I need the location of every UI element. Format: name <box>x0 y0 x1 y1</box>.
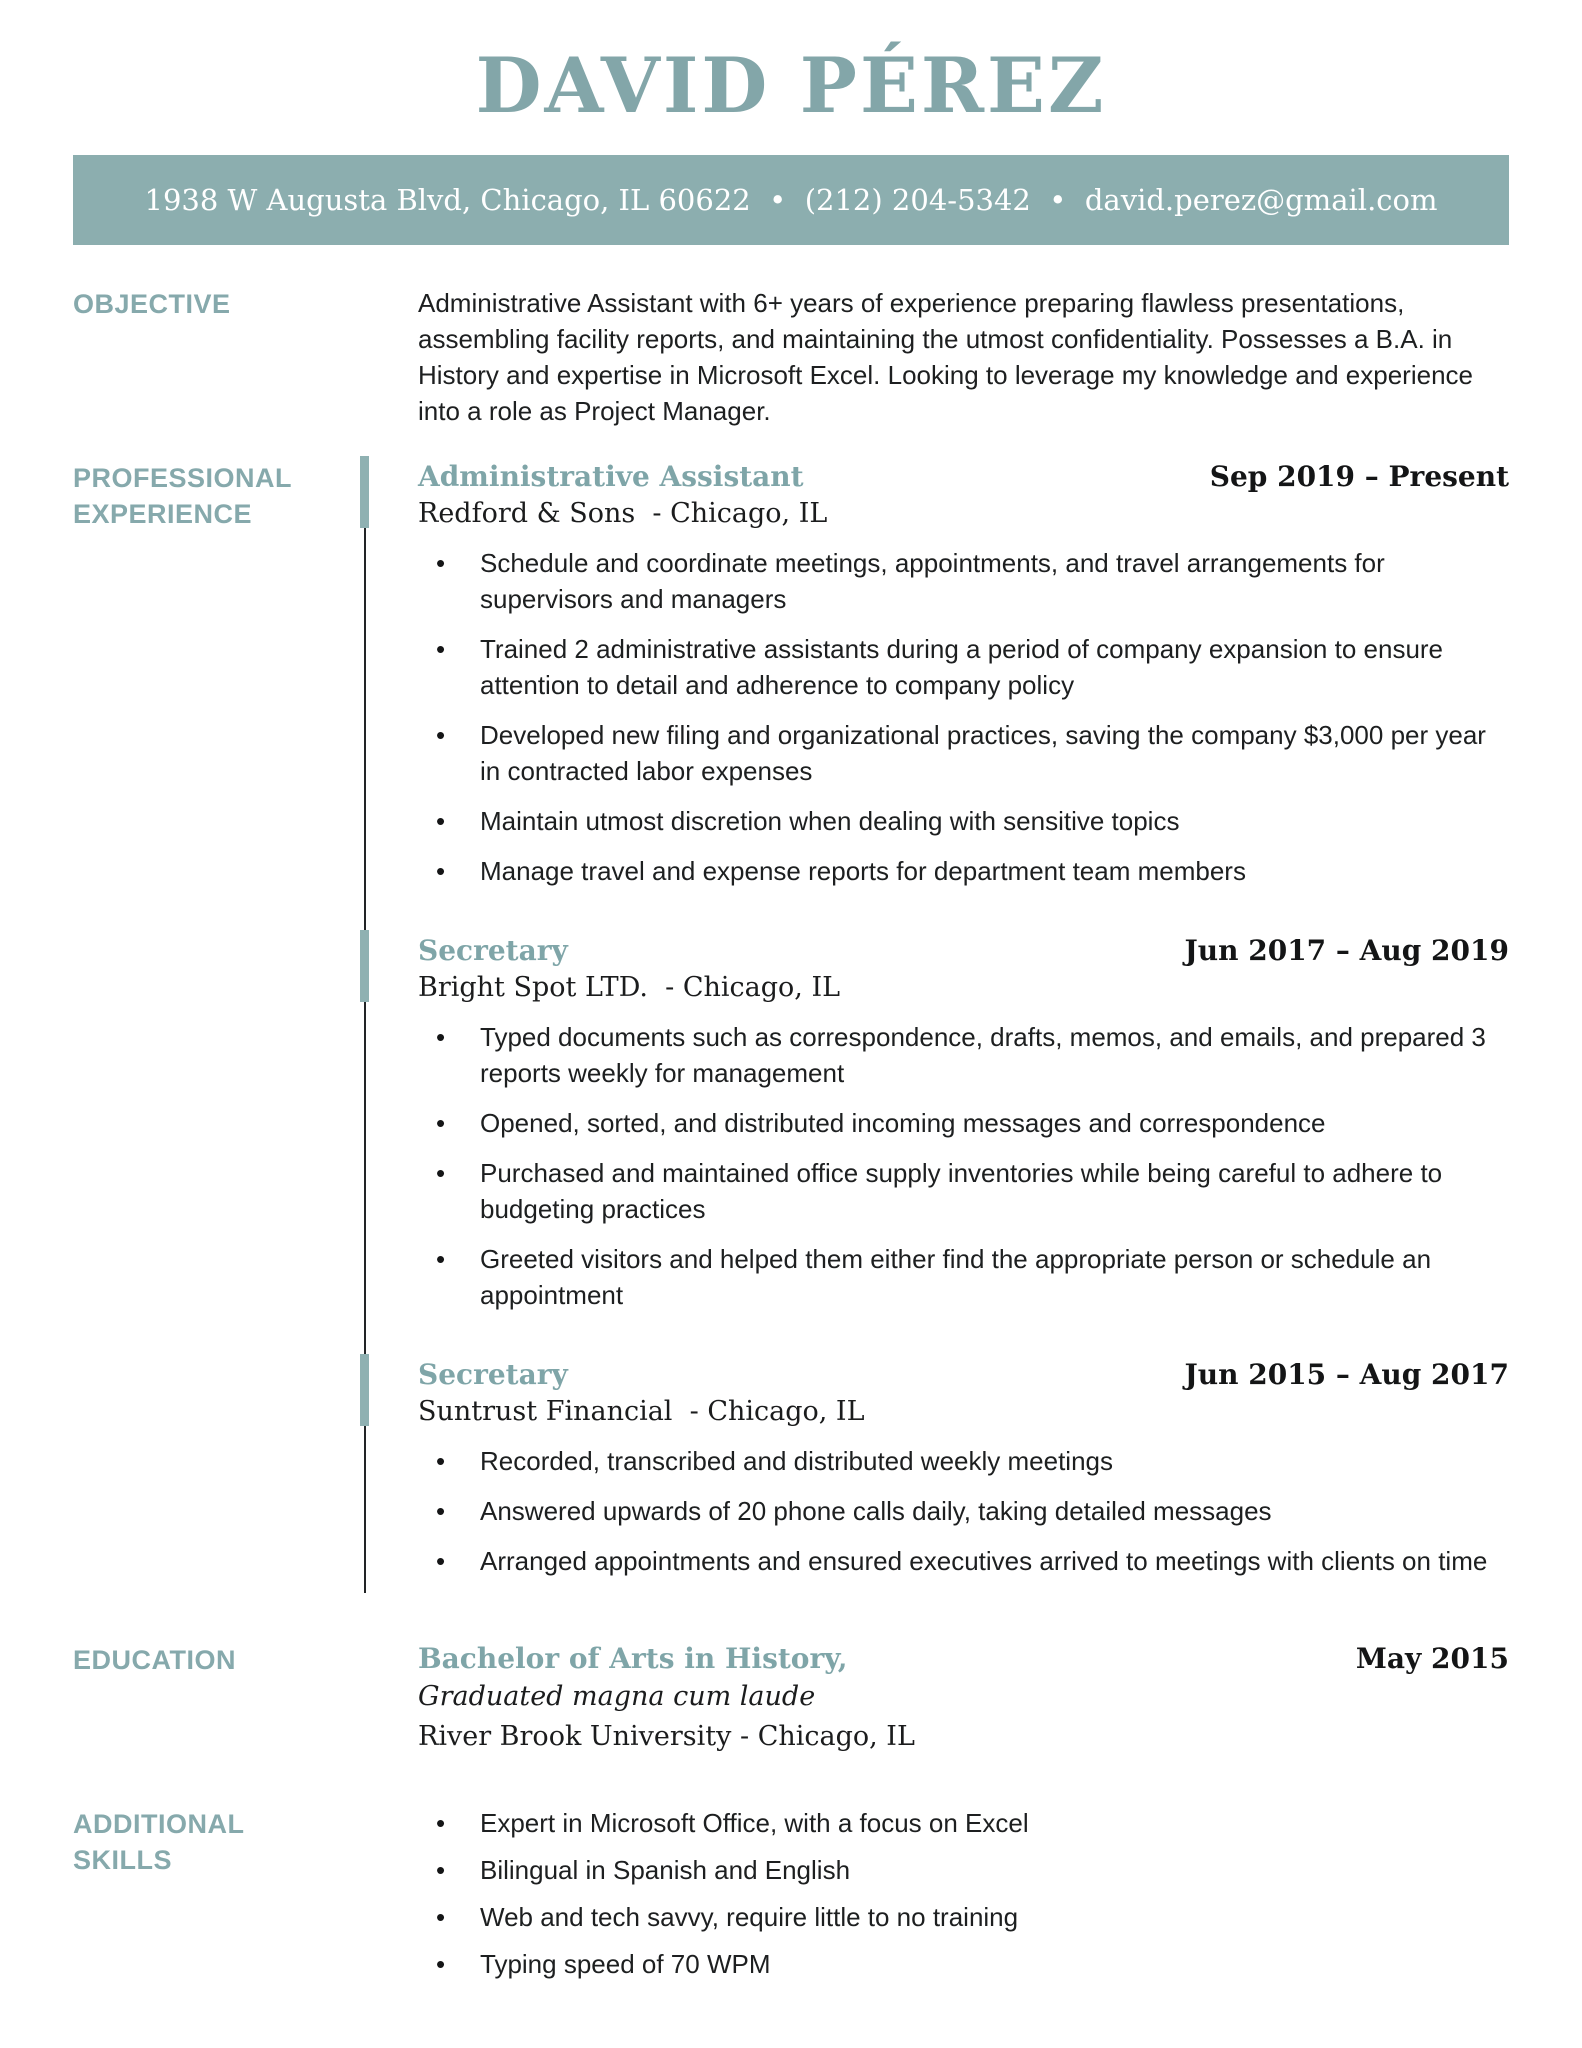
skill-item: • Web and tech savvy, require little to no training <box>418 1899 1509 1935</box>
bullet-item: • Typed documents such as correspondence, drafts, memos, and emails, and prepared 3 reports weekly for management <box>418 1019 1509 1091</box>
job-dates: Sep 2019 – Present <box>1209 460 1509 494</box>
skills-label: ADDITIONAL SKILLS <box>73 1809 244 1876</box>
contact-line: 1938 W Augusta Blvd, Chicago, IL 60622 • (212) 204-5342 • david.perez@gmail.com <box>144 183 1438 218</box>
bullet-item: • Opened, sorted, and distributed incoming messages and correspondence <box>418 1105 1509 1141</box>
bullet-item: • Greeted visitors and helped them either find the appropriate person or schedule an appointment <box>418 1241 1509 1313</box>
bullet-item: • Maintain utmost discretion when dealing with sensitive topics <box>418 803 1509 839</box>
job-title: Secretary <box>418 934 568 968</box>
job-company: Bright Spot LTD. - Chicago, IL <box>418 972 841 1004</box>
job-dates: Jun 2017 – Aug 2019 <box>1184 934 1509 968</box>
job-dates: Jun 2015 – Aug 2017 <box>1184 1358 1509 1392</box>
bullet-item: • Manage travel and expense reports for department team members <box>418 853 1509 889</box>
jobs-list <box>418 459 1509 1593</box>
resume-body <box>0 285 1582 1982</box>
bullet-list <box>418 1019 1509 1313</box>
education-honors: Graduated magna cum laude <box>418 1681 816 1713</box>
resume-name: DAVID PÉREZ <box>475 41 1107 130</box>
skills-list <box>418 1805 1509 1982</box>
section-education <box>73 1641 1509 1757</box>
job-title: Secretary <box>418 1358 568 1392</box>
bullet-item: • Trained 2 administrative assistants during a period of company expansion to ensure attention to detail and adherence to company policy <box>418 631 1509 703</box>
education-school: River Brook University - Chicago, IL <box>418 1721 915 1753</box>
objective-label: OBJECTIVE <box>73 289 231 320</box>
skill-item: • Expert in Microsoft Office, with a focus on Excel <box>418 1805 1509 1841</box>
section-skills <box>73 1805 1509 1982</box>
education-dates: May 2015 <box>1355 1642 1509 1676</box>
job-accent-bar <box>360 1354 369 1426</box>
bullet-item: • Answered upwards of 20 phone calls daily, taking detailed messages <box>418 1493 1509 1529</box>
bullet-item: • Purchased and maintained office supply inventories while being careful to adhere to budgeting practices <box>418 1155 1509 1227</box>
bullet-item: • Arranged appointments and ensured executives arrived to meetings with clients on time <box>418 1543 1509 1579</box>
bullet-item: • Schedule and coordinate meetings, appointments, and travel arrangements for supervisors and managers <box>418 545 1509 617</box>
bullet-item: • Developed new filing and organizational practices, saving the company $3,000 per year in contracted labor expenses <box>418 717 1509 789</box>
job-entry <box>418 459 1509 889</box>
degree-title: Bachelor of Arts in History, <box>418 1642 848 1676</box>
bullet-item: • Recorded, transcribed and distributed weekly meetings <box>418 1443 1509 1479</box>
contact-bar <box>73 155 1509 245</box>
job-accent-bar <box>360 930 369 1002</box>
skill-item: • Typing speed of 70 WPM <box>418 1946 1509 1982</box>
experience-label: PROFESSIONAL EXPERIENCE <box>73 463 292 530</box>
job-title: Administrative Assistant <box>418 460 804 494</box>
skill-item: • Bilingual in Spanish and English <box>418 1852 1509 1888</box>
job-entry <box>418 933 1509 1313</box>
objective-text: Administrative Assistant with 6+ years of experience preparing flawless presentations, assembling facility reports, and maintaining the utmost confidentiality. Possesses a B.A. in History and expertise in Microsoft Excel. Looking to leverage my knowledge and experience into a role as Project Manager. <box>418 288 1473 427</box>
bullet-list <box>418 545 1509 889</box>
education-label: EDUCATION <box>73 1645 236 1676</box>
job-company: Redford & Sons - Chicago, IL <box>418 498 828 530</box>
job-company: Suntrust Financial - Chicago, IL <box>418 1396 865 1428</box>
section-objective <box>73 285 1509 429</box>
section-experience <box>73 459 1509 1593</box>
job-accent-bar <box>360 456 369 528</box>
job-entry <box>418 1357 1509 1579</box>
bullet-list <box>418 1443 1509 1579</box>
